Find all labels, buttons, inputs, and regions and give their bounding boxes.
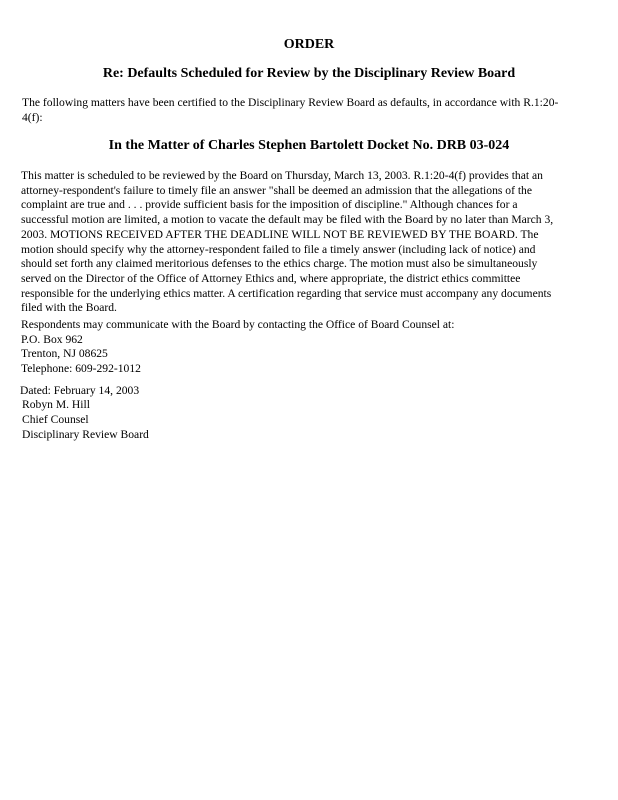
intro-paragraph xyxy=(22,96,607,125)
body-line: served on the Director of the Office of Attorney Ethics and, where appropriate, the district ethics committee xyxy=(21,271,521,285)
contact-po-box: P.O. Box 962 xyxy=(21,332,83,346)
body-line: This matter is scheduled to be reviewed by the Board on Thursday, March 13, 2003. R.1:20-4(f) provides that an xyxy=(21,169,543,182)
body-line: filed with the Board. xyxy=(21,301,117,315)
body-paragraph xyxy=(21,169,606,316)
matter-title: In the Matter of Charles Stephen Bartolett Docket No. DRB 03-024 xyxy=(108,138,510,153)
subject-heading: Re: Defaults Scheduled for Review by the Disciplinary Review Board xyxy=(102,66,516,81)
body-line: responsible for the underlying ethics matter. A certification regarding that service must accompany any documents xyxy=(21,286,552,300)
body-line: attorney-respondent's failure to timely file an answer "shall be deemed an admission that the allegations of the xyxy=(21,183,532,197)
body-line: motion should specify why the attorney-respondent failed to file a timely answer (including lack of notice) and xyxy=(21,242,536,256)
contact-intro: Respondents may communicate with the Board by contacting the Office of Board Counsel at: xyxy=(21,318,455,331)
contact-city: Trenton, NJ 08625 xyxy=(21,347,108,361)
signature-name: Robyn M. Hill xyxy=(22,398,90,411)
body-line: 2003. MOTIONS RECEIVED AFTER THE DEADLINE WILL NOT BE REVIEWED BY THE BOARD. The xyxy=(21,227,539,241)
intro-line: The following matters have been certified to the Disciplinary Review Board as defaults, in accordance with R.1:20- xyxy=(22,96,559,109)
body-line: successful motion are limited, a motion to vacate the default may be filed with the Board by no later than March 3, xyxy=(21,213,554,227)
body-line: should set forth any claimed meritorious defenses to the ethics charge. The motion must also be simultaneously xyxy=(21,257,538,271)
signature-date: Dated: February 14, 2003 xyxy=(20,384,140,397)
intro-line: 4(f): xyxy=(22,110,43,124)
body-line: complaint are true and . . . provide sufficient basis for the imposition of discipline." Although chances for a xyxy=(21,198,518,212)
signature-organization: Disciplinary Review Board xyxy=(22,428,149,441)
order-heading: ORDER xyxy=(283,37,335,52)
contact-block xyxy=(21,318,606,377)
signature-role: Chief Counsel xyxy=(22,413,89,426)
contact-telephone: Telephone: 609-292-1012 xyxy=(21,362,141,376)
